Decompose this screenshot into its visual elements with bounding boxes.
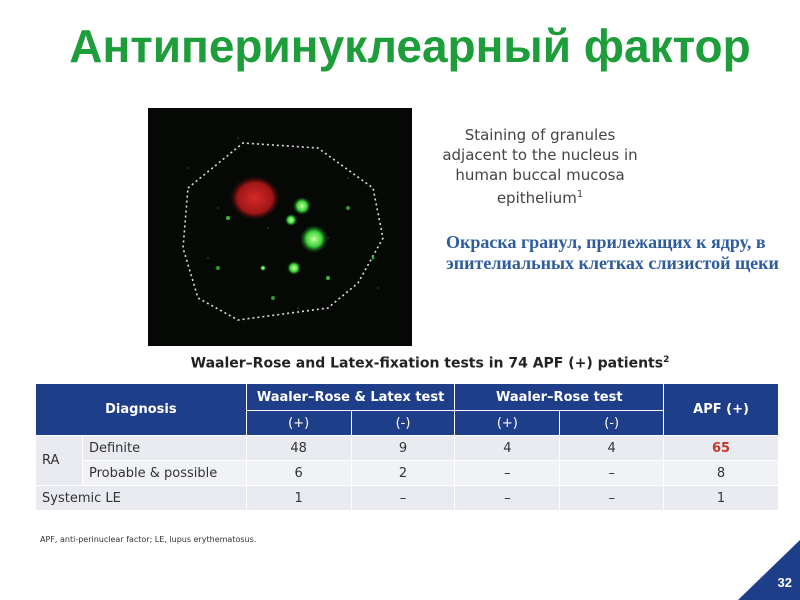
table-cell: 48 <box>246 436 351 461</box>
table-cell: 4 <box>560 436 664 461</box>
header-waaler-rose: Waaler–Rose test <box>455 384 664 411</box>
row-label-probable: Probable & possible <box>82 461 246 486</box>
table-cell: 1 <box>246 486 351 511</box>
table-cell: – <box>560 486 664 511</box>
page-number: 32 <box>777 575 792 590</box>
header-diagnosis: Diagnosis <box>36 384 247 436</box>
table-cell: 8 <box>664 461 779 486</box>
table-title: Waaler–Rose and Latex-fixation tests in 74 APF (+) patients$^2$ <box>190 355 670 372</box>
table-cell: 2 <box>351 461 455 486</box>
table-cell-apf-highlight: 65 <box>664 436 779 461</box>
header-sub: (+) <box>455 411 560 436</box>
table-cell: 9 <box>351 436 455 461</box>
page-corner <box>738 540 800 600</box>
header-sub: (-) <box>560 411 664 436</box>
table-cell: 1 <box>664 486 779 511</box>
image-caption-english: Staining of granules adjacent to the nucleus in human buccal mucosa epithelium$^1$ <box>442 126 638 207</box>
table-cell: – <box>560 461 664 486</box>
header-waaler-rose-latex: Waaler–Rose & Latex test <box>246 384 455 411</box>
table-row <box>36 436 779 461</box>
table-cell: 4 <box>455 436 560 461</box>
header-sub: (+) <box>246 411 351 436</box>
row-label-sle: Systemic LE <box>36 486 247 511</box>
page-title: Антиперинуклеарный фактор <box>69 20 751 72</box>
table-row <box>36 461 779 486</box>
table-cell: – <box>351 486 455 511</box>
header-sub: (-) <box>351 411 455 436</box>
table-row <box>36 486 779 511</box>
micrograph-image <box>148 108 412 346</box>
row-label-definite: Definite <box>82 436 246 461</box>
table-cell: 6 <box>246 461 351 486</box>
row-label-ra: RA <box>36 436 83 486</box>
table-cell: – <box>455 486 560 511</box>
image-caption-russian: Окраска гранул, прилежащих к ядру, в эпителиальных клетках слизистой щеки <box>446 232 779 273</box>
header-apf: APF (+) <box>664 384 779 436</box>
footnote: APF, anti-perinuclear factor; LE, lupus erythematosus. <box>40 535 257 544</box>
results-table <box>35 383 779 511</box>
table-cell: – <box>455 461 560 486</box>
